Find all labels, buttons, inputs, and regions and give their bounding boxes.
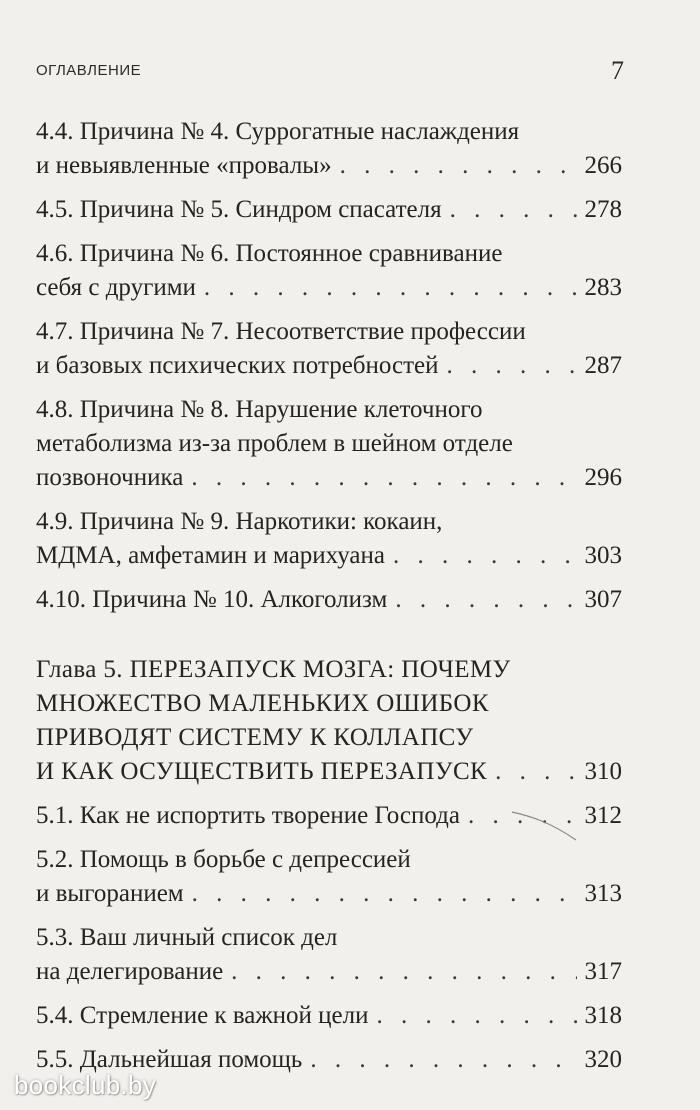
toc-entry-last-line	[36, 271, 622, 305]
toc-entry-line: 5.2. Помощь в борьбе с депрессией	[36, 846, 411, 873]
toc-entry-title: и выгоранием	[36, 880, 184, 907]
toc-entry-title: 5.1. Как не испортить творение Господа	[36, 802, 460, 829]
toc-entry-last-line	[36, 349, 622, 383]
toc-entry-last-line	[36, 461, 622, 495]
toc-entry-last-line	[36, 999, 622, 1033]
toc-entry	[36, 315, 622, 383]
dot-leader	[231, 955, 576, 989]
dot-leader	[447, 349, 577, 383]
dot-leader	[204, 271, 577, 305]
toc-page-number: 317	[584, 958, 622, 985]
toc-entry-title: и невыявленные «провалы»	[36, 152, 332, 179]
toc-page-number: 303	[584, 542, 622, 569]
toc-entry-last-line	[36, 877, 622, 911]
toc-entry-title: 5.5. Дальнейшая помощь	[36, 1046, 303, 1073]
toc-entry-line: 4.4. Причина № 4. Суррогатные наслаждения	[36, 118, 520, 145]
toc-entry-title: себя с другими	[36, 274, 196, 301]
toc-page-number: 320	[584, 1046, 622, 1073]
toc-entry	[36, 999, 622, 1033]
toc-page-number: 283	[584, 274, 622, 301]
toc-entry-last-line	[36, 955, 622, 989]
toc-entry	[36, 193, 622, 227]
toc-entry-line: 5.3. Ваш личный список дел	[36, 924, 338, 951]
dot-leader	[393, 539, 577, 573]
toc-entry	[36, 921, 622, 989]
dot-leader	[377, 999, 577, 1033]
dot-leader	[191, 461, 576, 495]
dot-leader	[192, 877, 577, 911]
toc-entry-title: И КАК ОСУЩЕСТВИТЬ ПЕРЕЗАПУСК	[36, 758, 488, 785]
toc-chapter-entry	[36, 653, 622, 789]
toc-page-number: 310	[584, 758, 622, 785]
dot-leader	[450, 193, 577, 227]
toc-entry-line: Глава 5. ПЕРЕЗАПУСК МОЗГА: ПОЧЕМУ	[36, 656, 511, 683]
dot-leader	[495, 755, 576, 789]
toc-entry	[36, 237, 622, 305]
toc-entry-line: 4.7. Причина № 7. Несоответствие профессии	[36, 318, 526, 345]
toc-entry-line: 4.8. Причина № 8. Нарушение клеточного	[36, 396, 483, 423]
toc-entry	[36, 843, 622, 911]
toc-page-number: 296	[584, 464, 622, 491]
toc-entry-title: на делегирование	[36, 958, 224, 985]
toc-entry	[36, 505, 622, 573]
toc-entry-line: метаболизма из-за проблем в шейном отделе	[36, 430, 513, 457]
toc-entry	[36, 115, 622, 183]
toc-entry-last-line	[36, 583, 622, 617]
toc-entry-last-line	[36, 149, 622, 183]
toc-page-number: 266	[584, 152, 622, 179]
toc-entry-line: 4.9. Причина № 9. Наркотики: кокаин,	[36, 508, 443, 535]
dot-leader	[340, 149, 577, 183]
toc-entry-title: позвоночника	[36, 464, 184, 491]
toc-entry-line: 4.6. Причина № 6. Постоянное сравнивание	[36, 240, 503, 267]
toc-entry-line: ПРИВОДЯТ СИСТЕМУ К КОЛЛАПСУ	[36, 724, 474, 751]
toc-entry	[36, 393, 622, 495]
toc-page-number: 318	[584, 1002, 622, 1029]
toc-entry-title: 4.5. Причина № 5. Синдром спасателя	[36, 196, 442, 223]
toc-entry-title: и базовых психических потребностей	[36, 352, 439, 379]
toc-page-number: 313	[584, 880, 622, 907]
table-of-contents	[36, 115, 622, 1087]
toc-entry-last-line	[36, 539, 622, 573]
toc-entry	[36, 583, 622, 617]
toc-page-number: 307	[584, 586, 622, 613]
toc-entry-line: МНОЖЕСТВО МАЛЕНЬКИХ ОШИБОК	[36, 690, 489, 717]
toc-entry-title: 5.4. Стремление к важной цели	[36, 1002, 369, 1029]
toc-entry-title: МДМА, амфетамин и марихуана	[36, 542, 385, 569]
toc-page-number: 312	[584, 802, 622, 829]
toc-page-number: 278	[584, 196, 622, 223]
toc-entry-last-line	[36, 755, 622, 789]
dot-leader	[395, 583, 576, 617]
pencil-mark	[510, 808, 580, 844]
toc-entry-last-line	[36, 193, 622, 227]
page-number: 7	[611, 56, 624, 85]
toc-entry-title: 4.10. Причина № 10. Алкоголизм	[36, 586, 388, 613]
toc-page-number: 287	[584, 352, 622, 379]
dot-leader	[310, 1043, 576, 1077]
running-head: ОГЛАВЛЕНИЕ	[36, 62, 142, 79]
watermark-logo: bookclub.by	[14, 1070, 157, 1100]
